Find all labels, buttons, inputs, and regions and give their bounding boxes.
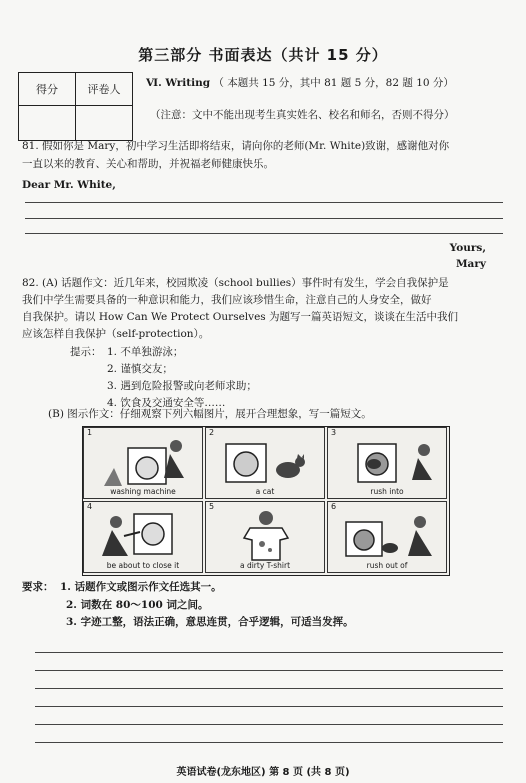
picture-5: 5 a dirty T-shirt <box>205 501 325 573</box>
q81-signature: Mary <box>455 258 486 270</box>
requirements-label: 要求： <box>22 581 54 593</box>
answer-line[interactable] <box>25 233 503 234</box>
picture-2: 2 a cat <box>205 427 325 499</box>
score-cell[interactable] <box>19 106 76 141</box>
writing-title: Ⅵ. Writing <box>146 77 211 89</box>
q82a-line4: 应该怎样自我保护（self-protection）。 <box>22 328 210 340</box>
q82a-line3: 自我保护。请以 How Can We Protect Ourselves 为题写一篇英语短文，谈谈在生活中我们 <box>22 311 459 323</box>
hint-item: 1. 不单独游泳； <box>107 346 184 358</box>
q81-closing: Yours, <box>449 242 486 254</box>
q81-line1: 81. 假如你是 Mary，初中学习生活即将结束，请向你的老师(Mr. White)致谢，感谢他对你 <box>22 140 450 152</box>
writing-detail: （ 本题共 15 分，其中 81 题 5 分，82 题 10 分） <box>213 77 454 89</box>
q81-greeting: Dear Mr. White, <box>22 179 116 191</box>
writing-heading <box>146 75 454 92</box>
score-box <box>18 72 133 141</box>
grader-cell[interactable] <box>76 106 133 141</box>
notice-text: （注意：文中不能出现考生真实姓名、校名和师名，否则不得分） <box>150 109 455 121</box>
requirement-item: 1. 话题作文或图示作文任选其一。 <box>60 581 222 593</box>
answer-line[interactable] <box>25 202 503 203</box>
answer-line[interactable] <box>35 724 503 725</box>
requirement-item: 2. 词数在 80～100 词之间。 <box>66 599 209 611</box>
answer-line[interactable] <box>35 742 503 743</box>
grader-label: 评卷人 <box>76 73 133 106</box>
q82a-line1: 82. (A) 话题作文：近几年来，校园欺凌（school bullies）事件时有发生，学会自我保护是 <box>22 277 449 289</box>
hint-item: 3. 遇到危险报警或向老师求助； <box>107 380 257 392</box>
answer-line[interactable] <box>35 688 503 689</box>
q81-line2: 一直以来的教育、关心和帮助，并祝福老师健康快乐。 <box>22 158 274 170</box>
picture-6: 6 rush out of <box>327 501 447 573</box>
hint-item: 4. 饮食及交通安全等…… <box>107 397 226 409</box>
q82b-line: (B) 图示作文：仔细观察下列六幅图片，展开合理想象，写一篇短文。 <box>48 408 372 420</box>
hint-label: 提示： <box>70 346 102 358</box>
answer-line[interactable] <box>25 218 503 219</box>
picture-3: 3 rush into <box>327 427 447 499</box>
answer-line[interactable] <box>35 706 503 707</box>
section-title: 第三部分 书面表达（共计 15 分） <box>138 46 388 64</box>
q82a-line2: 我们中学生需要具备的一种意识和能力，我们应该珍惜生命，注意自己的人身安全，做好 <box>22 294 432 306</box>
answer-line[interactable] <box>35 670 503 671</box>
score-label: 得分 <box>19 73 76 106</box>
requirement-item: 3. 字迹工整，语法正确，意思连贯，合乎逻辑，可适当发挥。 <box>66 616 354 628</box>
answer-line[interactable] <box>35 652 503 653</box>
hint-item: 2. 谨慎交友； <box>107 363 173 375</box>
page-footer: 英语试卷(龙东地区) 第 8 页 (共 8 页) <box>176 767 350 778</box>
picture-4: 4 be about to close it <box>83 501 203 573</box>
picture-panel <box>82 426 450 576</box>
picture-1: 1 washing machine <box>83 427 203 499</box>
